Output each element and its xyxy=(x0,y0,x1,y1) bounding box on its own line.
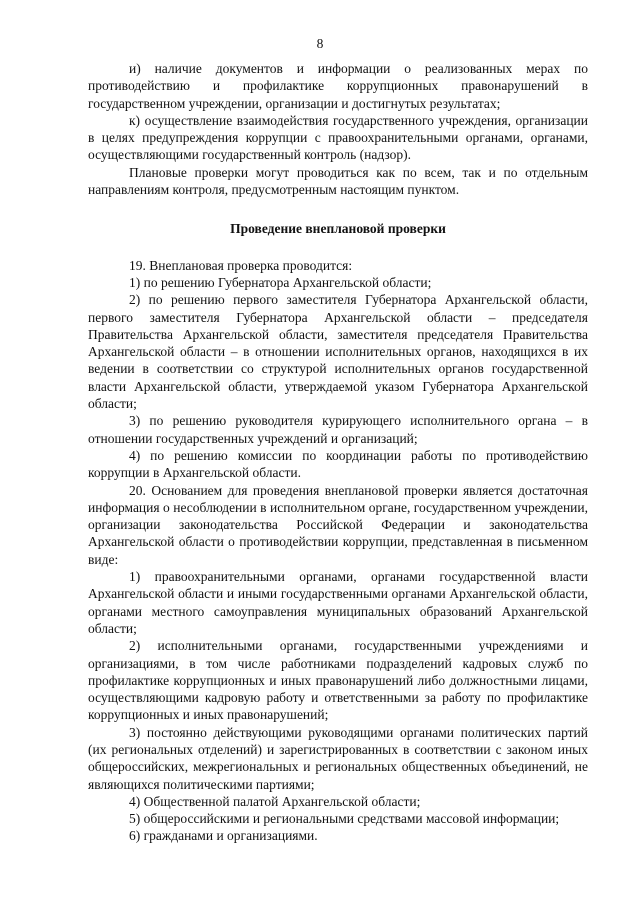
page-number: 8 xyxy=(316,36,324,51)
paragraph-20-item-5: 5) общероссийскими и региональными средствами массовой информации; xyxy=(129,811,560,827)
paragraph-20-item-6: 6) гражданами и организациями. xyxy=(129,828,318,844)
paragraph-20-item-2: 2) исполнительными органами, государственными учреждениями и организациями, в том числе работниками подразделений кадровых служб по профилактике коррупционных и иных правонарушений либо должностными лицами, осуществляющими кадровую работу и ответственными за работу по профилактике коррупционных и иных правонарушений; xyxy=(88,638,588,723)
paragraph-20: 20. Основанием для проведения внеплановой проверки является достаточная информация о несоблюдении в исполнительном органе, государственном учреждении, организации законодательства Российской Федерации и законодательства Архангельской области о противодействии коррупции, представленная в письменном виде: xyxy=(88,482,588,567)
paragraph-20-item-1: 1) правоохранительными органами, органами государственной власти Архангельской области и иными государственными органами Архангельской области, органами местного самоуправления муниципальных образований Архангельской области; xyxy=(88,569,588,636)
paragraph-item-i: и) наличие документов и информации о реализованных мерах по противодействию и профилактике коррупционных правонарушений в государственном учреждении, организации и достигнутых результатах; xyxy=(88,61,588,111)
paragraph-19: 19. Внеплановая проверка проводится: xyxy=(129,257,353,273)
paragraph-20-item-4: 4) Общественной палатой Архангельской области; xyxy=(129,793,421,809)
paragraph-19-item-3: 3) по решению руководителя курирующего исполнительного органа – в отношении государственных учреждений и организаций; xyxy=(88,413,588,446)
paragraph-planned-checks: Плановые проверки могут проводиться как по всем, так и по отдельным направлениям контроля, предусмотренным настоящим пунктом. xyxy=(88,164,588,198)
document-body xyxy=(88,60,588,845)
paragraph-item-k: к) осуществление взаимодействия государственного учреждения, организации в целях предупреждения коррупции с правоохранительными органами, органами, осуществляющими государственный контроль (надзор). xyxy=(88,112,588,163)
section-heading: Проведение внеплановой проверки xyxy=(230,221,446,237)
paragraph-19-item-1: 1) по решению Губернатора Архангельской области; xyxy=(129,274,432,290)
paragraph-19-item-4: 4) по решению комиссии по координации работы по противодействию коррупции в Архангельской области. xyxy=(88,447,588,481)
paragraph-20-item-3: 3) постоянно действующими руководящими органами политических партий (их региональных отделений) и зарегистрированных в соответствии с законом иных общероссийских, межрегиональных и региональных общественных объединений, не являющихся политическими партиями; xyxy=(88,724,588,792)
paragraph-19-item-2: 2) по решению первого заместителя Губернатора Архангельской области, первого заместителя Губернатора Архангельской области – председателя Правительства Архангельской области, заместителя председателя Правительства Архангельской области – в отношении исполнительных органов, находящихся в их ведении в соответствии со структурой исполнительных органов государственной власти Архангельской области, утверждаемой указом Губернатора Архангельской области; xyxy=(88,292,588,412)
